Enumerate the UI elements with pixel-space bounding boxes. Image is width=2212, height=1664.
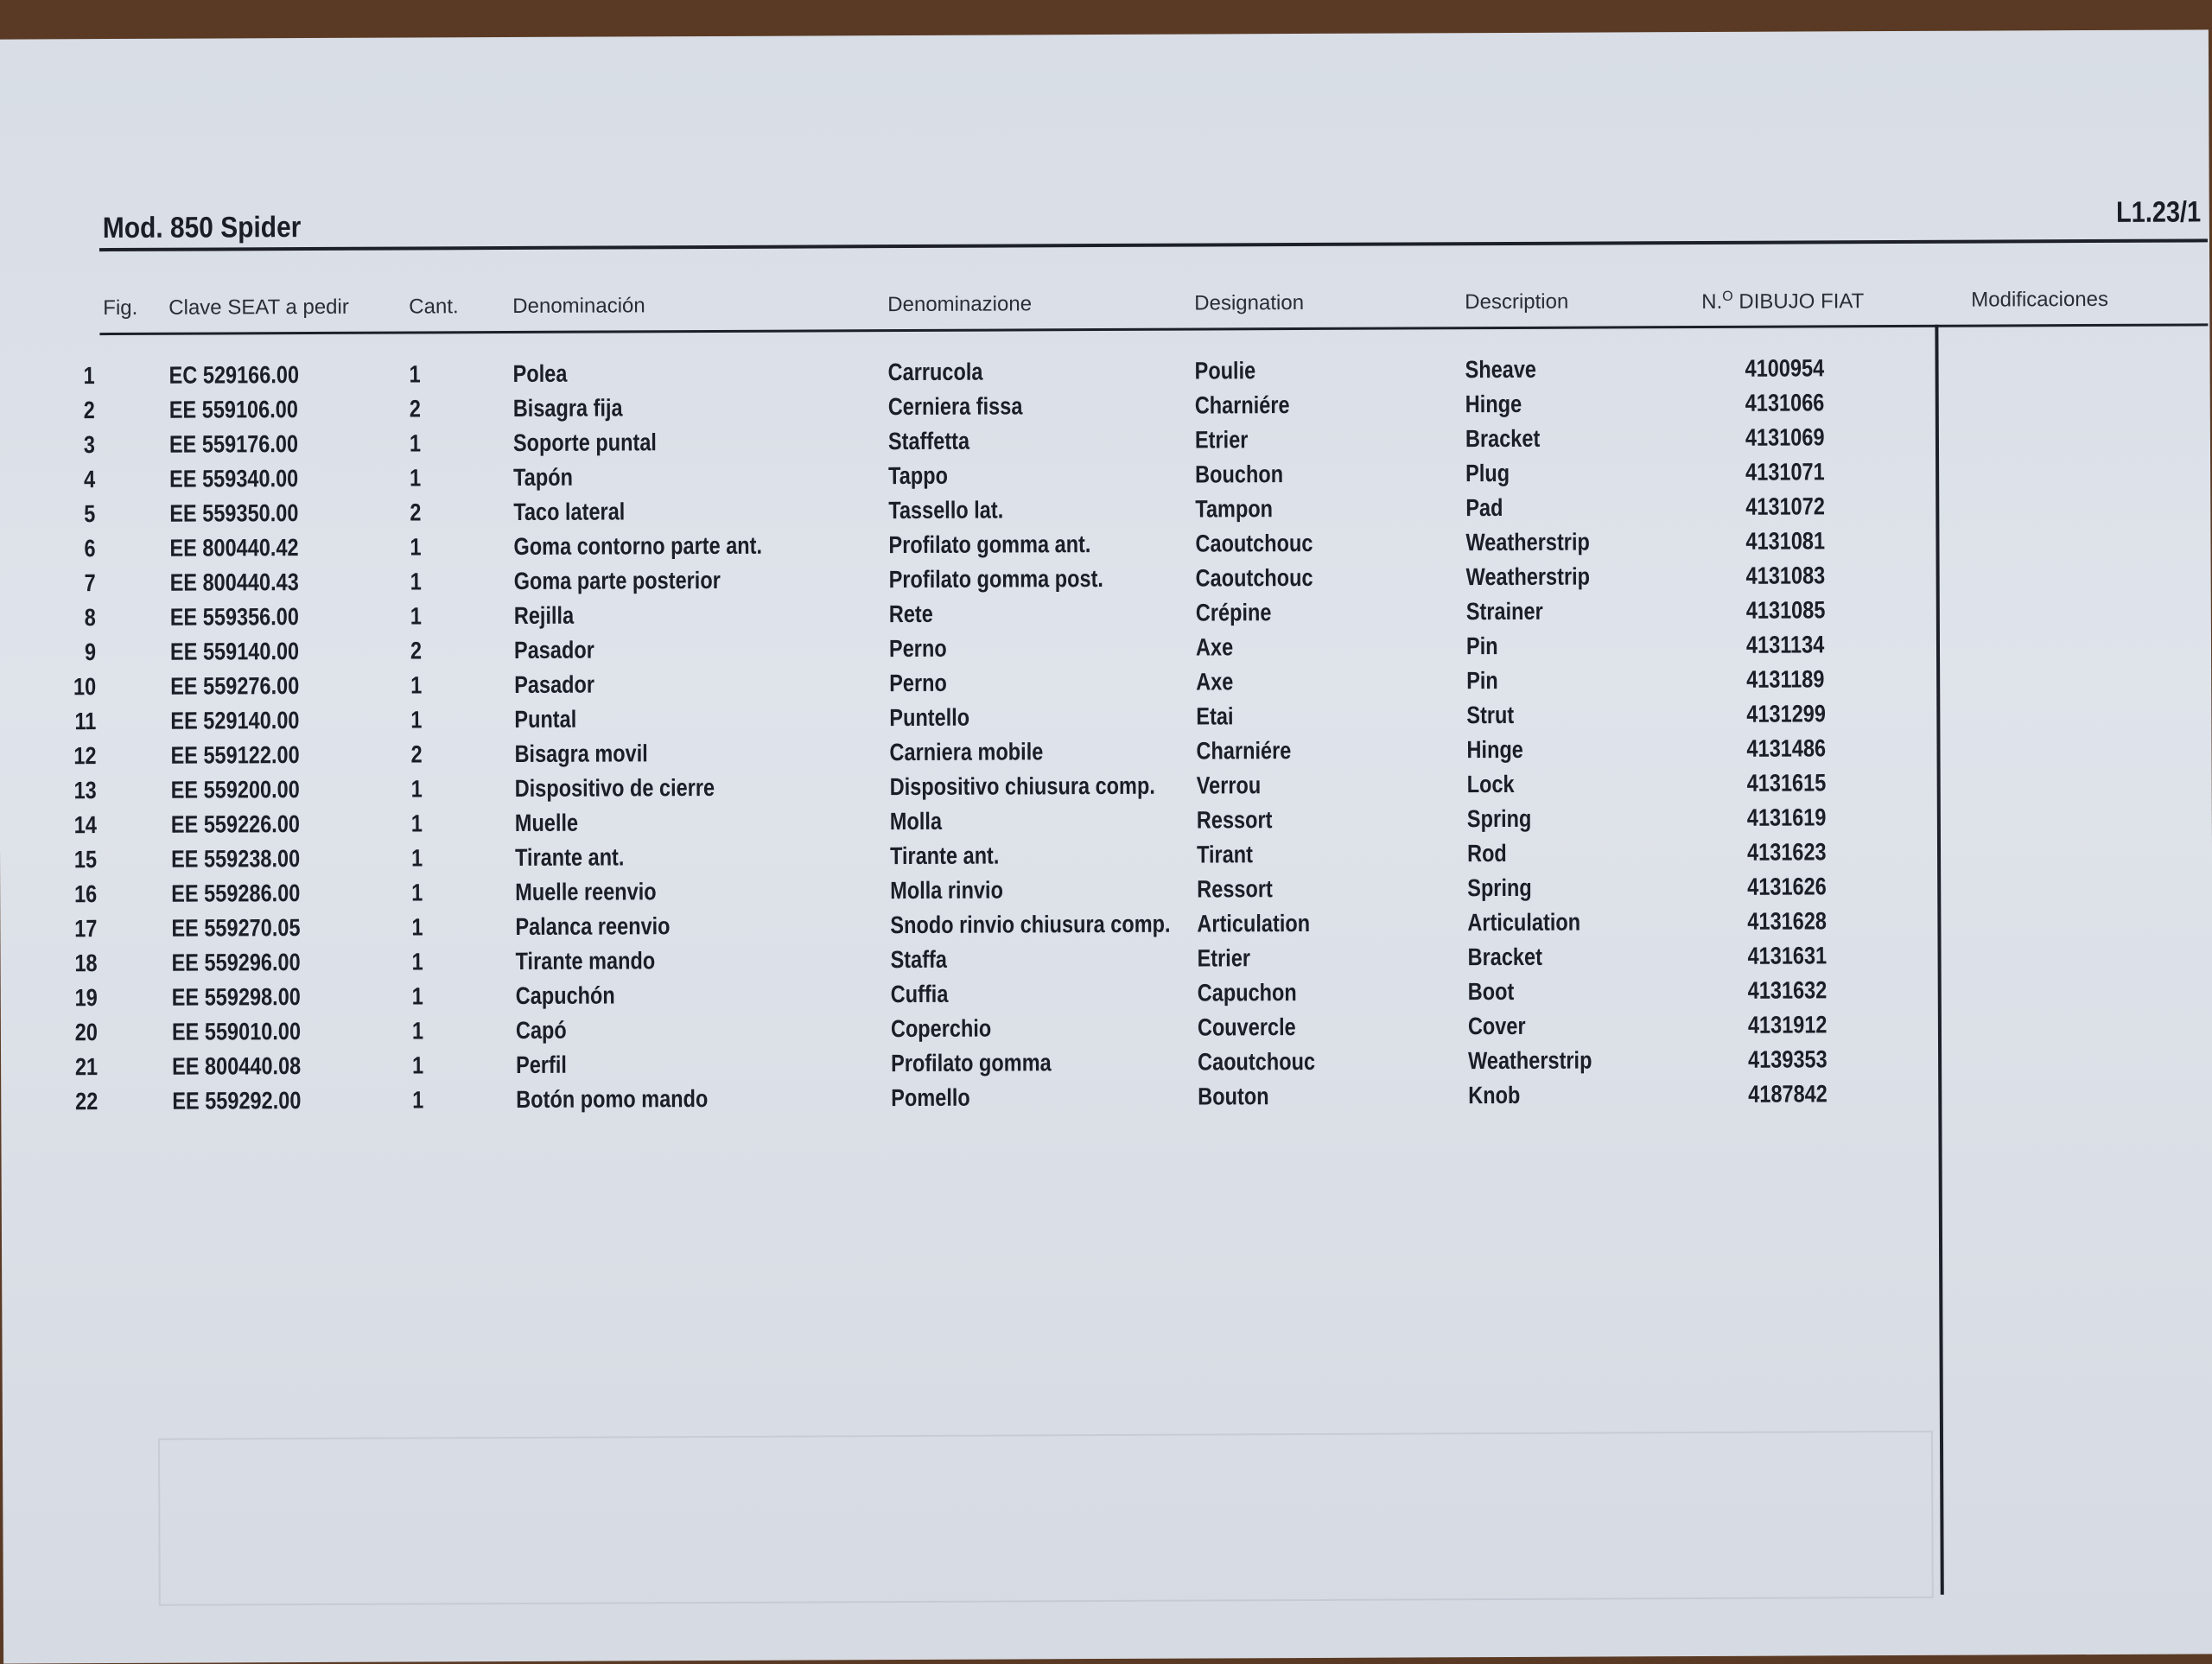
dibujo-rest: DIBUJO FIAT: [1732, 289, 1865, 314]
cell-fig: 7: [84, 569, 96, 597]
cell-denominacion: Tirante mando: [515, 947, 656, 975]
cell-cant: 1: [412, 1051, 424, 1079]
cell-cant: 1: [412, 1086, 424, 1114]
cell-description: Spring: [1466, 804, 1532, 833]
cell-fig: 15: [73, 846, 98, 873]
cell-denominacion: Capó: [515, 1016, 567, 1044]
dibujo-sup: O: [1722, 289, 1733, 304]
cell-fig: 13: [73, 777, 97, 804]
cell-denominacion: Puntal: [514, 705, 577, 733]
cell-denominazione: Perno: [889, 669, 947, 697]
cell-dibujo-fiat: 4131619: [1746, 803, 1827, 831]
cell-cant: 1: [411, 948, 423, 975]
cell-designation: Etrier: [1197, 944, 1251, 972]
cell-dibujo-fiat: 4131632: [1747, 976, 1827, 1004]
cell-denominazione: Staffa: [890, 945, 947, 974]
cell-cant: 1: [409, 360, 421, 388]
cell-cant: 2: [410, 637, 423, 664]
cell-denominacion: Muelle: [514, 809, 579, 836]
cell-fig: 4: [83, 466, 96, 493]
cell-designation: Axe: [1195, 633, 1234, 661]
cell-fig: 22: [75, 1088, 99, 1115]
cell-designation: Crépine: [1195, 599, 1272, 626]
cell-description: Boot: [1467, 977, 1515, 1006]
cell-clave: EE 559340.00: [169, 465, 299, 492]
cell-denominacion: Capuchón: [515, 981, 615, 1009]
cell-cant: 1: [410, 844, 423, 872]
cell-dibujo-fiat: 4131623: [1746, 838, 1827, 866]
cell-denominacion: Palanca reenvio: [515, 912, 671, 940]
cell-fig: 3: [83, 431, 96, 459]
cell-description: Sheave: [1465, 355, 1537, 384]
cell-description: Plug: [1465, 459, 1510, 487]
cell-denominacion: Bisagra fija: [512, 394, 623, 422]
cell-denominacion: Polea: [512, 359, 568, 387]
cell-dibujo-fiat: 4131486: [1746, 734, 1827, 762]
cell-description: Bracket: [1467, 943, 1542, 971]
cell-designation: Tampon: [1195, 495, 1274, 523]
cell-dibujo-fiat: 4131628: [1747, 907, 1827, 935]
cell-denominacion: Botón pomo mando: [516, 1085, 709, 1113]
cell-designation: Articulation: [1197, 909, 1311, 937]
cell-dibujo-fiat: 4131081: [1745, 527, 1826, 555]
cell-fig: 16: [73, 880, 98, 908]
cell-clave: EE 559176.00: [168, 430, 299, 458]
cell-fig: 2: [83, 397, 95, 424]
cell-description: Pad: [1465, 493, 1503, 522]
cell-dibujo-fiat: 4131069: [1745, 423, 1825, 451]
cell-description: Strut: [1466, 701, 1515, 729]
cell-clave: EE 559106.00: [168, 396, 298, 423]
cell-clave: EE 559010.00: [171, 1018, 302, 1045]
cell-clave: EC 529166.00: [168, 361, 300, 389]
cell-dibujo-fiat: 4131626: [1747, 873, 1827, 900]
cell-denominazione: Coperchio: [890, 1014, 992, 1043]
cell-clave: EE 559350.00: [169, 499, 299, 527]
cell-description: Spring: [1467, 873, 1532, 902]
cell-description: Lock: [1466, 770, 1515, 798]
cell-dibujo-fiat: 4131189: [1746, 665, 1825, 693]
cell-designation: Caoutchouc: [1195, 529, 1313, 557]
cell-denominazione: Molla rinvio: [890, 876, 1003, 905]
col-header-description: Description: [1465, 289, 1569, 314]
cell-denominazione: Cuffia: [890, 980, 949, 1008]
cell-designation: Verrou: [1196, 772, 1262, 799]
dibujo-prefix: N.: [1701, 289, 1723, 314]
cell-cant: 1: [410, 775, 423, 803]
cell-denominacion: Taco lateral: [513, 498, 626, 525]
cell-dibujo-fiat: 4100954: [1745, 354, 1825, 382]
cell-clave: EE 559270.05: [171, 914, 301, 942]
cell-denominacion: Perfil: [516, 1051, 567, 1078]
cell-cant: 1: [410, 533, 422, 561]
cell-description: Weatherstrip: [1465, 528, 1590, 556]
cell-denominacion: Soporte puntal: [512, 429, 657, 456]
cell-denominacion: Goma parte posterior: [513, 566, 721, 594]
cell-description: Knob: [1468, 1081, 1521, 1109]
cell-description: Hinge: [1465, 390, 1522, 418]
cell-clave: EE 559226.00: [170, 810, 301, 838]
cell-clave: EE 559122.00: [170, 741, 300, 769]
cell-cant: 1: [410, 464, 422, 492]
cell-denominazione: Tirante ant.: [889, 842, 1000, 870]
cell-description: Cover: [1467, 1012, 1526, 1040]
cell-denominazione: Cerniera fissa: [887, 392, 1023, 421]
cell-dibujo-fiat: 4131083: [1745, 562, 1826, 589]
cell-cant: 1: [410, 706, 423, 734]
cell-designation: Bouton: [1198, 1083, 1269, 1110]
cell-denominacion: Tapón: [513, 463, 574, 491]
cell-denominazione: Profilato gomma: [891, 1049, 1052, 1077]
col-header-designation: Designation: [1194, 290, 1305, 315]
col-header-fig: Fig.: [103, 295, 138, 321]
cell-denominacion: Dispositivo de cierre: [514, 773, 715, 802]
cell-denominazione: Tappo: [888, 461, 949, 490]
cell-cant: 2: [410, 740, 423, 768]
cell-cant: 1: [411, 1017, 424, 1045]
cell-clave: EE 559238.00: [170, 845, 301, 873]
cell-denominacion: Pasador: [513, 636, 594, 664]
cell-dibujo-fiat: 4131912: [1747, 1011, 1827, 1038]
cell-fig: 10: [73, 673, 97, 701]
cell-denominacion: Tirante ant.: [514, 843, 625, 871]
header-top-rule: [99, 238, 2208, 251]
cell-designation: Charniére: [1194, 391, 1290, 419]
cell-cant: 1: [410, 568, 422, 595]
col-header-denominacion: Denominación: [512, 294, 645, 318]
cell-denominazione: Puntello: [889, 703, 970, 732]
page-title: Mod. 850 Spider: [102, 211, 302, 245]
cell-clave: EE 559140.00: [169, 638, 300, 665]
cell-description: Hinge: [1466, 735, 1523, 764]
cell-denominacion: Muelle reenvio: [515, 878, 657, 905]
col-header-dibujo-fiat: [1701, 289, 1864, 314]
cell-cant: 1: [409, 429, 422, 457]
cell-description: Weatherstrip: [1468, 1046, 1592, 1075]
cell-denominazione: Molla: [889, 807, 943, 835]
cell-denominazione: Snodo rinvio chiusura comp.: [890, 910, 1171, 939]
cell-denominazione: Perno: [888, 634, 947, 663]
cell-denominacion: Bisagra movil: [514, 740, 648, 767]
cell-dibujo-fiat: 4131631: [1747, 942, 1827, 969]
cell-designation: Ressort: [1197, 875, 1273, 903]
cell-clave: EE 800440.43: [169, 568, 299, 596]
cell-fig: 9: [84, 638, 97, 666]
col-header-cant: Cant.: [409, 295, 459, 319]
header-bottom-rule: [99, 323, 2208, 335]
cell-dibujo-fiat: 4139353: [1748, 1045, 1827, 1073]
cell-clave: EE 529140.00: [170, 707, 300, 734]
cell-fig: 8: [84, 604, 96, 632]
cell-clave: EE 559292.00: [172, 1087, 302, 1115]
cell-clave: EE 559296.00: [171, 949, 301, 976]
cell-cant: 1: [411, 982, 423, 1010]
cell-denominazione: Carniera mobile: [889, 738, 1044, 766]
cell-denominazione: Carrucola: [887, 358, 983, 386]
cell-dibujo-fiat: 4187842: [1748, 1080, 1827, 1108]
cell-dibujo-fiat: 4131134: [1745, 631, 1825, 658]
cell-designation: Etrier: [1194, 426, 1249, 454]
cell-dibujo-fiat: 4131615: [1746, 769, 1827, 797]
cell-cant: 1: [411, 913, 423, 941]
cell-denominacion: Pasador: [514, 670, 595, 698]
cell-fig: 19: [74, 984, 98, 1012]
cell-clave: EE 559276.00: [170, 672, 300, 700]
cell-fig: 11: [74, 708, 97, 735]
col-header-modificaciones: Modificaciones: [1971, 287, 2109, 312]
cell-clave: EE 559200.00: [170, 776, 300, 803]
cell-denominazione: Profilato gomma ant.: [888, 530, 1091, 559]
col-header-denominazione: Denominazione: [887, 292, 1033, 317]
cell-designation: Caoutchouc: [1195, 563, 1313, 592]
cell-fig: 6: [84, 535, 96, 562]
cell-clave: EE 559286.00: [171, 880, 301, 907]
cell-cant: 1: [410, 671, 423, 699]
cell-description: Weatherstrip: [1465, 562, 1591, 591]
cell-denominazione: Profilato gomma post.: [888, 565, 1103, 594]
cell-fig: 18: [74, 949, 98, 977]
cell-fig: 5: [84, 500, 96, 528]
cell-denominazione: Pomello: [891, 1083, 970, 1112]
cell-clave: EE 800440.08: [172, 1052, 302, 1080]
page-code: L1.23/1: [2115, 195, 2201, 229]
cell-denominazione: Staffetta: [887, 427, 970, 455]
cell-cant: 2: [409, 395, 421, 422]
cell-fig: 20: [74, 1019, 98, 1046]
cell-description: Articulation: [1467, 908, 1581, 937]
cell-fig: 17: [74, 915, 98, 943]
parts-list-page: [0, 29, 2212, 1663]
cell-designation: Charniére: [1196, 737, 1292, 765]
cell-denominazione: Rete: [888, 600, 933, 628]
cell-denominazione: Tassello lat.: [888, 496, 1004, 524]
cell-cant: 1: [411, 879, 423, 906]
cell-description: Pin: [1466, 667, 1498, 695]
cell-dibujo-fiat: 4131299: [1746, 700, 1826, 727]
cell-designation: Tirant: [1196, 841, 1254, 868]
cell-dibujo-fiat: 4131085: [1745, 596, 1826, 624]
cell-designation: Bouchon: [1195, 460, 1284, 488]
cell-fig: 1: [83, 362, 95, 390]
cell-fig: 14: [73, 811, 97, 839]
cell-designation: Capuchon: [1197, 979, 1297, 1007]
cell-description: Bracket: [1465, 424, 1541, 453]
cell-description: Rod: [1466, 839, 1507, 867]
cell-clave: EE 800440.42: [169, 534, 299, 562]
cell-denominazione: Dispositivo chiusura comp.: [889, 772, 1155, 801]
cell-clave: EE 559356.00: [169, 603, 299, 631]
cell-designation: Couvercle: [1197, 1013, 1296, 1041]
cell-clave: EE 559298.00: [171, 983, 301, 1011]
bleed-through-table: [158, 1431, 1934, 1606]
cell-designation: Poulie: [1194, 357, 1256, 384]
cell-cant: 1: [410, 810, 423, 837]
cell-cant: 2: [410, 499, 422, 526]
cell-fig: 21: [74, 1053, 99, 1081]
cell-denominacion: Goma contorno parte ant.: [513, 531, 763, 560]
cell-designation: Caoutchouc: [1198, 1047, 1316, 1076]
cell-designation: Etai: [1196, 702, 1234, 730]
cell-designation: Ressort: [1196, 806, 1273, 834]
cell-denominacion: Rejilla: [513, 601, 575, 629]
cell-fig: 12: [73, 742, 97, 770]
col-header-clave: Clave SEAT a pedir: [168, 295, 349, 320]
cell-dibujo-fiat: 4131066: [1745, 389, 1825, 416]
cell-designation: Axe: [1196, 668, 1234, 695]
cell-dibujo-fiat: 4131072: [1745, 492, 1825, 520]
cell-description: Strainer: [1465, 597, 1543, 626]
parts-table-body: [0, 352, 2210, 1115]
cell-dibujo-fiat: 4131071: [1745, 458, 1825, 486]
cell-description: Pin: [1465, 632, 1498, 660]
cell-cant: 1: [410, 602, 422, 630]
